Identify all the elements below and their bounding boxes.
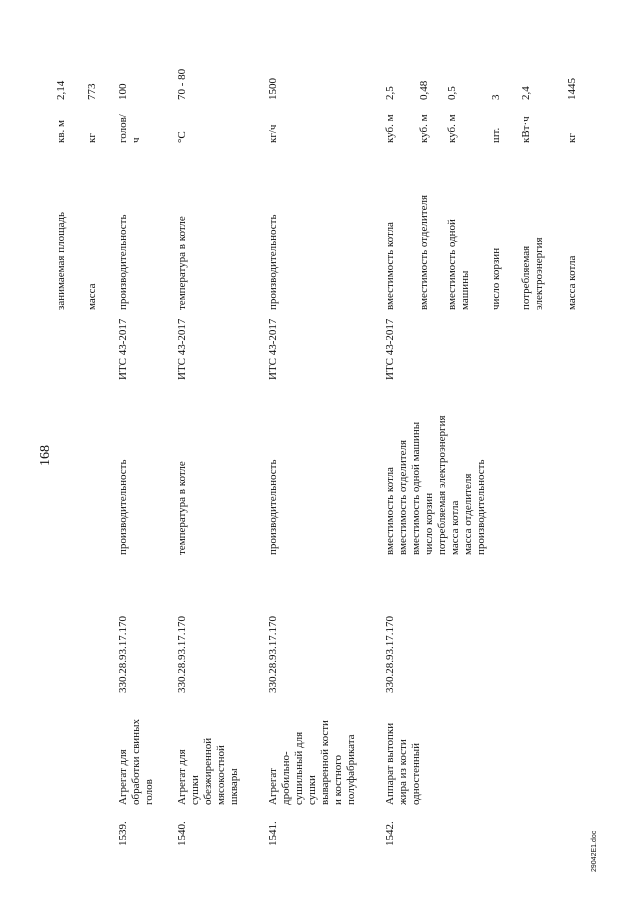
param-name: число корзин (490, 247, 502, 310)
page-number: 168 (38, 445, 53, 466)
characteristic: вместимость одной машины (410, 421, 422, 555)
standard-doc: ИТС 43-2017 (384, 318, 396, 380)
characteristic: производительность (475, 459, 487, 555)
characteristic: число корзин (423, 492, 435, 555)
param-unit: кг (86, 133, 98, 143)
param-value: 773 (86, 83, 98, 100)
param-value: 2,5 (384, 86, 396, 100)
item-name-line: сушки (189, 775, 201, 805)
item-name-line: шквары (228, 768, 240, 805)
param-name: потребляемая (520, 245, 532, 310)
param-unit: °С (176, 131, 188, 143)
okpd-code: 330.28.93.17.170 (384, 616, 396, 693)
item-name-line: мясокостной (215, 745, 227, 805)
row-number: 1542. (384, 821, 396, 846)
param-value: 100 (117, 83, 129, 100)
param-unit: голов/ (117, 114, 129, 143)
param-value: 1445 (566, 78, 578, 100)
param-name: вместимость котла (384, 222, 396, 310)
param-value: 2,14 (55, 80, 67, 100)
param-name: масса котла (566, 255, 578, 310)
footer-doc-name: 29042E1.doc (591, 830, 598, 872)
param-name: вместимость одной (446, 219, 458, 310)
param-value: 70 - 80 (176, 68, 188, 100)
row-number: 1540. (176, 821, 188, 846)
param-name: вместимость отделителя (418, 194, 430, 310)
characteristic: производительность (267, 459, 279, 555)
row-number: 1539. (117, 821, 129, 846)
item-name-line: обработки свиных (130, 719, 142, 805)
param-value: 2,4 (520, 86, 532, 100)
characteristic: вместимость отделителя (397, 439, 409, 555)
item-name-line: жира из кости (397, 739, 409, 805)
param-name: масса (86, 283, 98, 310)
item-name-line: сушки (306, 775, 318, 805)
param-unit: шт. (490, 127, 502, 143)
item-name-line: голов (143, 779, 155, 805)
characteristic: масса отделителя (462, 473, 474, 555)
param-unit: ч (130, 137, 142, 143)
param-unit: куб. м (418, 114, 430, 143)
okpd-code: 330.28.93.17.170 (267, 616, 279, 693)
characteristic: производительность (117, 459, 129, 555)
item-name-line: и костного (332, 754, 344, 805)
param-value: 0,5 (446, 86, 458, 100)
param-unit: кг (566, 133, 578, 143)
param-name: занимаемая площадь (55, 211, 67, 310)
param-name: температура в котле (176, 216, 188, 310)
item-name-line: Агрегат для (117, 749, 129, 805)
standard-doc: ИТС 43-2017 (267, 318, 279, 380)
item-name-line: Агрегат для (176, 749, 188, 805)
okpd-code: 330.28.93.17.170 (176, 616, 188, 693)
param-unit: куб. м (446, 114, 458, 143)
characteristic: вместимость котла (384, 467, 396, 555)
param-unit: кв. м (55, 120, 67, 143)
param-value: 3 (490, 94, 502, 100)
okpd-code: 330.28.93.17.170 (117, 616, 129, 693)
characteristic: масса котла (449, 500, 461, 555)
item-name-line: сушильный для (293, 731, 305, 805)
item-name-line: Агрегат (267, 768, 279, 805)
param-unit: кг/ч (267, 124, 279, 143)
item-name-line: вываренной кости (319, 720, 331, 805)
characteristic: температура в котле (176, 461, 188, 555)
param-name: машины (459, 270, 471, 310)
param-name: электроэнергия (533, 237, 545, 310)
param-value: 1500 (267, 78, 279, 100)
standard-doc: ИТС 43-2017 (117, 318, 129, 380)
standard-doc: ИТС 43-2017 (176, 318, 188, 380)
param-unit: куб. м (384, 114, 396, 143)
param-name: производительность (117, 214, 129, 310)
param-value: 0,48 (418, 80, 430, 100)
characteristic: потребляемая электроэнергия (436, 415, 448, 555)
item-name-line: одностенный (410, 742, 422, 805)
param-name: производительность (267, 214, 279, 310)
item-name-line: обезжиренной (202, 737, 214, 805)
item-name-line: дробильно- (280, 751, 292, 805)
row-number: 1541. (267, 821, 279, 846)
item-name-line: Аппарат вытопки (384, 722, 396, 805)
item-name-line: полуфабриката (345, 734, 357, 805)
param-unit: кВт·ч (520, 116, 532, 143)
